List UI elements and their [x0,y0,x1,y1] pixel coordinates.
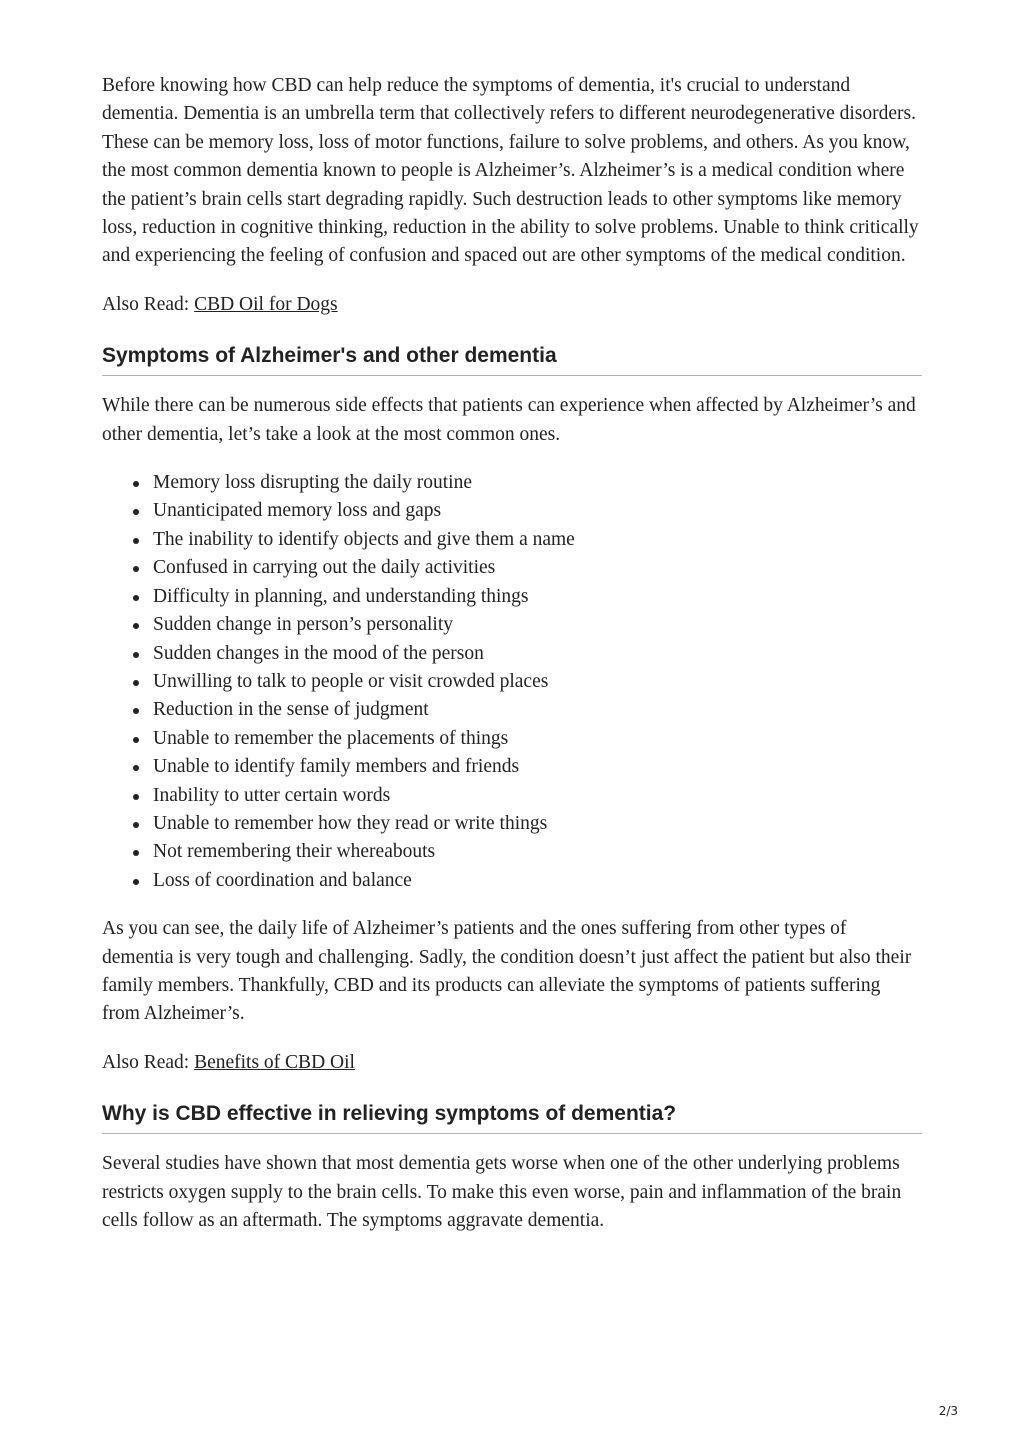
list-item: Not remembering their whereabouts [102,838,922,866]
document-page [102,72,922,1235]
list-item: Unable to remember the placements of things [102,725,922,753]
symptoms-heading: Symptoms of Alzheimer's and other dementia [102,343,922,376]
symptoms-intro: While there can be numerous side effects that patients can experience when affected by Alzheimer’s and other dementia, let’s take a look at the most common ones. [102,395,916,445]
also-read-prefix: Also Read: [102,1051,195,1073]
list-item: Confused in carrying out the daily activities [102,554,922,582]
list-item: Sudden change in person’s personality [102,611,922,639]
also-read-benefits [102,1049,922,1077]
also-read-prefix: Also Read: [102,293,195,315]
intro-paragraph: Before knowing how CBD can help reduce the symptoms of dementia, it's crucial to understand dementia. Dementia is an umbrella term that collectively refers to different neurodegenerative disorders. These can be memory loss, loss of motor functions, failure to solve problems, and others. As you know, the most common dementia known to people is Alzheimer’s. Alzheimer’s is a medical condition where the patient’s brain cells start degrading rapidly. Such destruction leads to other symptoms like memory loss, reduction in cognitive thinking, reduction in the ability to solve problems. Unable to think critically and experiencing the feeling of confusion and spaced out are other symptoms of the medical condition. [102,75,919,267]
list-item: Difficulty in planning, and understanding things [102,583,922,611]
list-item: Loss of coordination and balance [102,867,922,895]
list-item: Unable to remember how they read or write things [102,810,922,838]
list-item: The inability to identify objects and give them a name [102,526,922,554]
benefits-of-cbd-oil-link[interactable]: Benefits of CBD Oil [194,1051,355,1073]
list-item: Unwilling to talk to people or visit crowded places [102,668,922,696]
symptoms-list [102,469,922,895]
list-item: Sudden changes in the mood of the person [102,640,922,668]
list-item: Memory loss disrupting the daily routine [102,469,922,497]
list-item: Inability to utter certain words [102,782,922,810]
also-read-dogs [102,291,922,319]
symptoms-closing: As you can see, the daily life of Alzheimer’s patients and the ones suffering from other types of dementia is very tough and challenging. Sadly, the condition doesn’t just affect the patient but also their family members. Thankfully, CBD and its products can alleviate the symptoms of patients suffering from Alzheimer’s. [102,918,912,1025]
list-item: Unanticipated memory loss and gaps [102,497,922,525]
page-number: 2/3 [938,1404,958,1418]
list-item: Reduction in the sense of judgment [102,696,922,724]
why-paragraph: Several studies have shown that most dementia gets worse when one of the other underlying problems restricts oxygen supply to the brain cells. To make this even worse, pain and inflammation of the brain cells follow as an aftermath. The symptoms aggravate dementia. [102,1153,902,1231]
list-item: Unable to identify family members and friends [102,753,922,781]
why-heading: Why is CBD effective in relieving symptoms of dementia? [102,1101,922,1134]
cbd-oil-for-dogs-link[interactable]: CBD Oil for Dogs [194,293,338,315]
